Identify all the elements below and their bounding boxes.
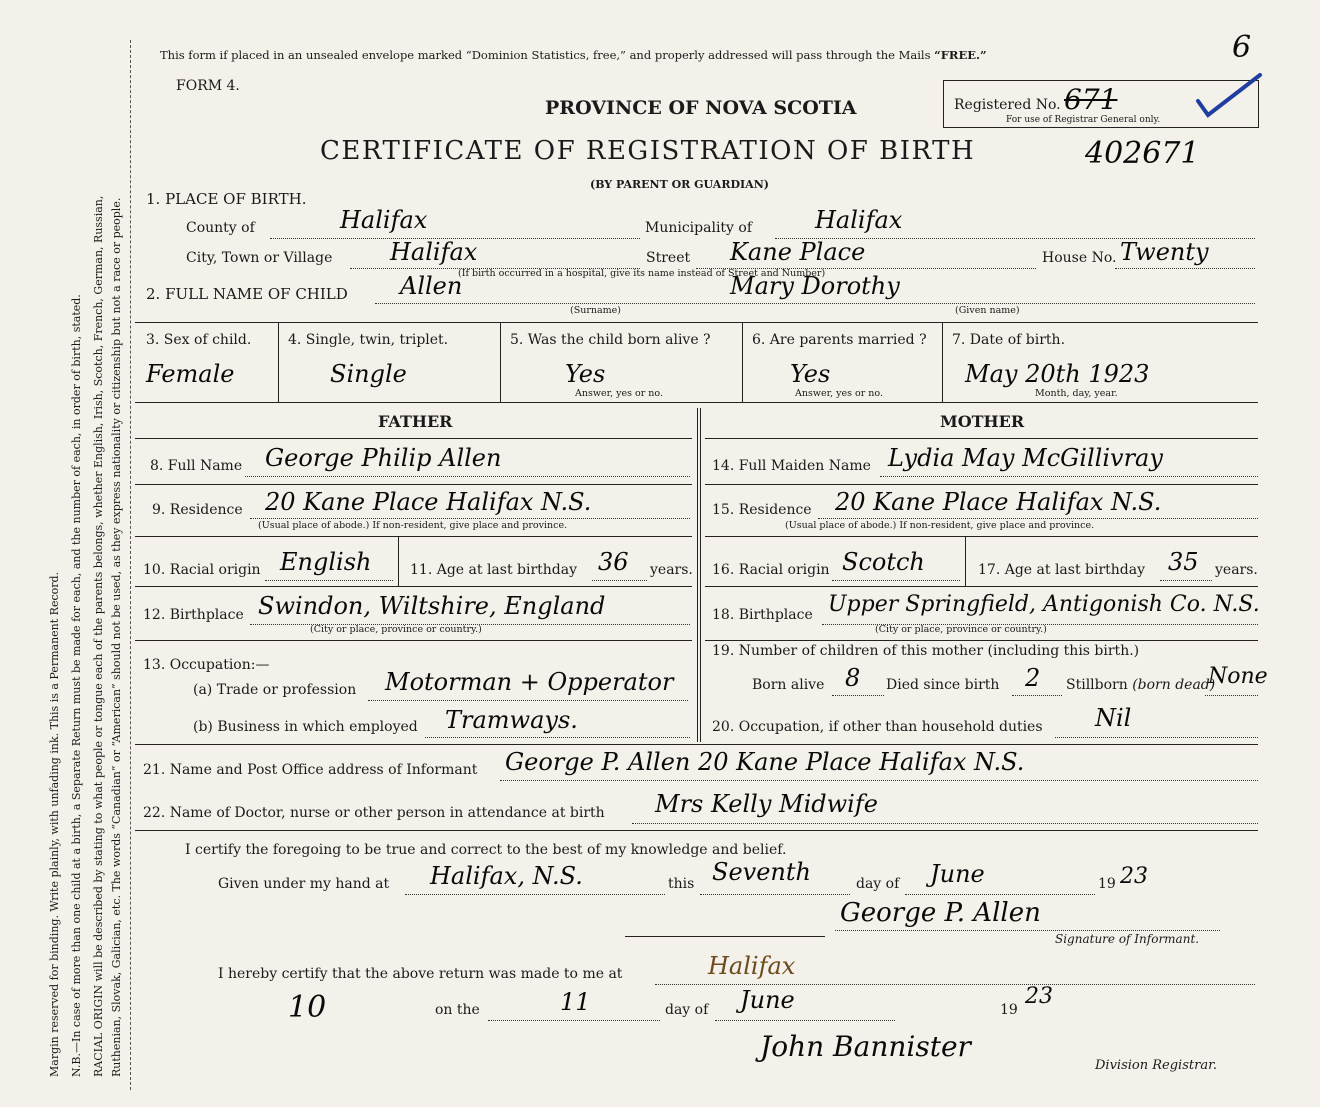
informant-label: 21. Name and Post Office address of Informant [143, 762, 478, 778]
born-alive-count: 8 [845, 664, 861, 692]
mother-racial-origin: Scotch [842, 548, 925, 576]
occupation-label: 13. Occupation:— [143, 657, 270, 673]
mother-name: Lydia May McGillivray [888, 444, 1163, 472]
margin-note-racial-origin-1: RACIAL ORIGIN will be described by stating to what people or tongue each of the parents belongs, whether English, Irish, Scotch, French, German, Russian, [92, 195, 105, 1077]
registered-label: Registered No. [954, 97, 1061, 113]
mother-age-unit: years. [1215, 562, 1258, 578]
doctor-value: Mrs Kelly Midwife [655, 790, 878, 818]
margin-note-racial-origin-2: Ruthenian, Slovak, Galician, etc. The words “Canadian” or “American” should not be used, as they express nationality or citizenship but not a race or people. [110, 197, 123, 1077]
father-age-label: 11. Age at last birthday [410, 562, 578, 578]
father-age: 36 [598, 548, 629, 576]
county-label: County of [186, 220, 255, 236]
born-alive-count-label: Born alive [752, 677, 825, 693]
registrar-year-prefix: 19 [1000, 1002, 1018, 1018]
registrar-number-mark: 10 [288, 990, 327, 1025]
place-of-birth-label: 1. PLACE OF BIRTH. [146, 190, 307, 208]
mother-name-label: 14. Full Maiden Name [712, 458, 871, 474]
married-answer-caption: Answer, yes or no. [795, 388, 884, 399]
free-mail-note: This form if placed in an unsealed envelope marked “Dominion Statistics, free,” and properly addressed will pass through the Mails “FREE.” [160, 48, 987, 62]
house-value: Twenty [1120, 238, 1209, 266]
father-residence: 20 Kane Place Halifax N.S. [265, 488, 592, 516]
given-year: 23 [1120, 864, 1148, 889]
mother-residence: 20 Kane Place Halifax N.S. [835, 488, 1162, 516]
plurality-value: Single [330, 360, 407, 388]
street-value: Kane Place [730, 238, 866, 266]
mother-heading: MOTHER [940, 412, 1025, 431]
father-birthplace-caption: (City or place, province or country.) [310, 624, 482, 635]
informant-signature-caption: Signature of Informant. [1055, 932, 1200, 946]
this-label: this [668, 876, 695, 892]
father-heading: FATHER [378, 412, 453, 431]
margin-notes [0, 0, 150, 1107]
dob-value: May 20th 1923 [965, 360, 1150, 388]
city-value: Halifax [390, 238, 478, 266]
father-name: George Philip Allen [265, 444, 502, 472]
trade-label: (a) Trade or profession [193, 682, 357, 698]
registrar-day-of-label: day of [665, 1002, 709, 1018]
father-name-label: 8. Full Name [150, 458, 243, 474]
died-since-birth-count: 2 [1025, 664, 1041, 692]
father-residence-label: 9. Residence [152, 502, 243, 518]
registrar-month: June [740, 986, 795, 1014]
corner-mark: 6 [1232, 30, 1252, 65]
dob-label: 7. Date of birth. [952, 332, 1066, 348]
mother-age: 35 [1168, 548, 1199, 576]
registered-value: 671 [1064, 83, 1118, 116]
father-racial-origin: English [280, 548, 372, 576]
stillborn-count: None [1208, 664, 1268, 689]
registrar-use-note: For use of Registrar General only. [1006, 115, 1161, 125]
dob-caption: Month, day, year. [1035, 388, 1118, 399]
house-label: House No. [1042, 250, 1117, 266]
hospital-note: (If birth occurred in a hospital, give its name instead of Street and Number) [458, 268, 826, 279]
informant-signature: George P. Allen [840, 898, 1041, 928]
county-value: Halifax [340, 206, 428, 234]
plurality-label: 4. Single, twin, triplet. [288, 332, 449, 348]
born-alive-label: 5. Was the child born alive ? [510, 332, 711, 348]
alive-answer-caption: Answer, yes or no. [575, 388, 664, 399]
doctor-label: 22. Name of Doctor, nurse or other person in attendance at birth [143, 805, 605, 821]
died-since-birth-label: Died since birth [886, 677, 1000, 693]
mother-birthplace-caption: (City or place, province or country.) [875, 624, 1047, 635]
stillborn-note: (born dead) [1132, 677, 1216, 693]
given-place: Halifax, N.S. [430, 862, 583, 890]
business-label: (b) Business in which employed [193, 719, 418, 735]
surname-caption: (Surname) [570, 305, 621, 316]
checkmark-icon [1194, 69, 1264, 124]
stillborn-label: Stillborn (born dead) [1066, 677, 1216, 693]
registrar-certify-label: I hereby certify that the above return was made to me at [218, 966, 623, 982]
father-birthplace-label: 12. Birthplace [143, 607, 244, 623]
registrar-day: 11 [560, 988, 591, 1016]
mother-age-label: 17. Age at last birthday [978, 562, 1146, 578]
mother-birthplace: Upper Springfield, Antigonish Co. N.S. [828, 592, 1260, 617]
child-given-name: Mary Dorothy [730, 272, 900, 300]
given-day-of-label: day of [856, 876, 900, 892]
registrar-on-the-label: on the [435, 1002, 480, 1018]
mother-occupation: Nil [1095, 704, 1132, 732]
father-birthplace: Swindon, Wiltshire, England [258, 592, 606, 620]
mother-birthplace-label: 18. Birthplace [712, 607, 813, 623]
parents-married-label: 6. Are parents married ? [752, 332, 927, 348]
margin-note-multiple-births: N.B.—In case of more than one child at a birth, a Separate Return must be made for each, and the number of each, in order of birth, stated. [70, 294, 83, 1077]
father-racial-label: 10. Racial origin [143, 562, 261, 578]
father-business: Tramways. [445, 706, 578, 734]
cert-number: 402671 [1085, 136, 1200, 171]
mother-racial-label: 16. Racial origin [712, 562, 830, 578]
father-residence-caption: (Usual place of abode.) If non-resident, give place and province. [258, 520, 568, 531]
registrar-caption: Division Registrar. [1095, 1058, 1217, 1073]
binding-border [130, 40, 131, 1090]
municipality-value: Halifax [815, 206, 903, 234]
mother-residence-label: 15. Residence [712, 502, 812, 518]
child-surname: Allen [400, 272, 463, 300]
sex-label: 3. Sex of child. [146, 332, 252, 348]
registrar-year: 23 [1025, 984, 1053, 1009]
mother-residence-caption: (Usual place of abode.) If non-resident, give place and province. [785, 520, 1095, 531]
registrar-place: Halifax [708, 952, 796, 980]
province-heading: PROVINCE OF NOVA SCOTIA [545, 97, 857, 119]
children-count-label: 19. Number of children of this mother (including this birth.) [712, 643, 1140, 659]
child-name-label: 2. FULL NAME OF CHILD [146, 285, 348, 303]
form-number: FORM 4. [176, 78, 240, 94]
registrar-signature: John Bannister [760, 1030, 971, 1063]
city-label: City, Town or Village [186, 250, 333, 266]
born-alive-value: Yes [565, 360, 606, 388]
given-year-prefix: 19 [1098, 876, 1116, 892]
given-under-hand-label: Given under my hand at [218, 876, 390, 892]
page-title: CERTIFICATE OF REGISTRATION OF BIRTH [320, 136, 976, 166]
municipality-label: Municipality of [645, 220, 753, 236]
given-name-caption: (Given name) [955, 305, 1020, 316]
given-month: June [930, 860, 985, 888]
registered-number-box [943, 80, 1259, 128]
mother-occupation-label: 20. Occupation, if other than household duties [712, 719, 1043, 735]
father-trade: Motorman + Opperator [385, 668, 674, 696]
father-age-unit: years. [650, 562, 693, 578]
street-label: Street [646, 250, 691, 266]
page-subtitle: (BY PARENT OR GUARDIAN) [590, 178, 769, 191]
margin-note-binding: Margin reserved for binding. Write plainly, with unfading ink. This is a Permanent Record. [48, 571, 61, 1077]
sex-value: Female [146, 360, 235, 388]
informant-value: George P. Allen 20 Kane Place Halifax N.S. [505, 748, 1025, 776]
given-day: Seventh [712, 858, 811, 886]
certify-statement: I certify the foregoing to be true and correct to the best of my knowledge and belief. [185, 842, 787, 858]
parents-married-value: Yes [790, 360, 831, 388]
